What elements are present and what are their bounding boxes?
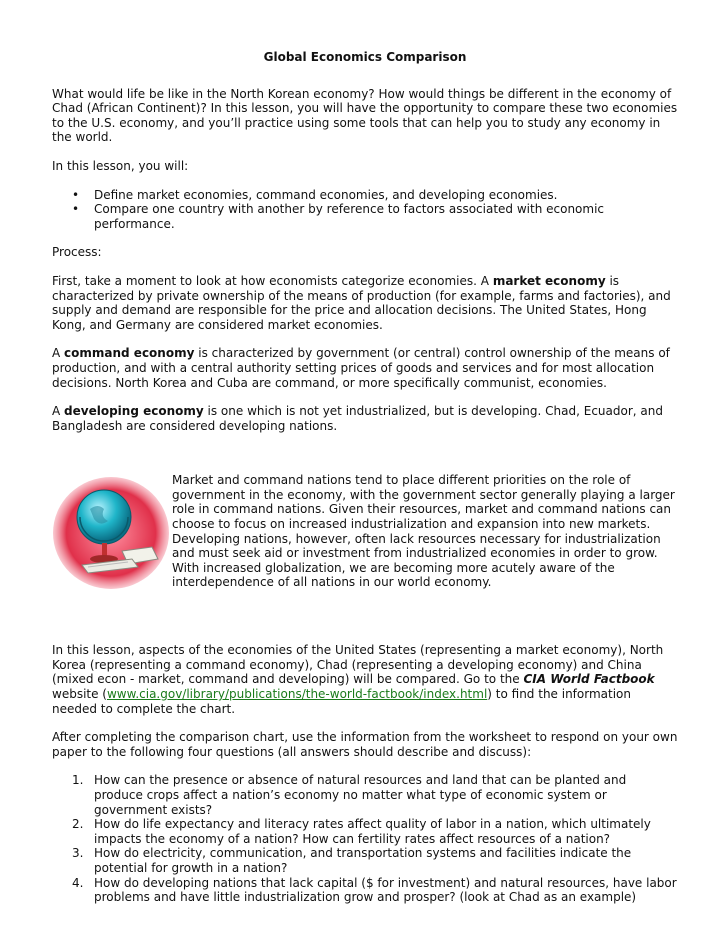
developing-post: is one which is not yet industrialized, but is developing. Chad, Ecuador, and Bangladesh are considered developing nations.: [52, 404, 663, 433]
market-economy-paragraph: [52, 274, 678, 332]
question-text: How do developing nations that lack capital ($ for investment) and natural resources, have labor problems and have little industrialization grow and prosper? (look at Chad as an example): [94, 875, 677, 905]
question-number: 4.: [72, 875, 84, 890]
objective-item: • Compare one country with another by reference to factors associated with economic performance.: [94, 202, 678, 231]
questions-list: [52, 773, 678, 904]
after-paragraph: After completing the comparison chart, use the information from the worksheet to respond on your own paper to the following four questions (all answers should describe and discuss):: [52, 730, 678, 759]
priorities-paragraph: Market and command nations tend to place different priorities on the role of government in the economy, with the government sector generally playing a larger role in command nations. Given their resources, market and command nations can choose to focus on increased industrialization and expansion into new markets. Developing nations, however, often lack resources necessary for industrialization and must seek aid or investment from industrialized economies in order to grow. With increased globalization, we are becoming more acutely aware of the interdependence of all nations in our world economy.: [172, 473, 675, 590]
globe-computer-icon: [52, 473, 170, 591]
document-page: [52, 44, 678, 905]
objectives-intro: In this lesson, you will:: [52, 158, 189, 173]
page-title: Global Economics Comparison: [263, 50, 467, 64]
developing-economy-term: developing economy: [64, 404, 204, 419]
developing-economy-paragraph: [52, 404, 678, 433]
question-text: How can the presence or absence of natural resources and land that can be planted and produce crops affect a nation’s economy no matter what type of economic system or government exists?: [94, 773, 627, 817]
command-economy-paragraph: [52, 346, 678, 390]
question-number: 3.: [72, 846, 84, 861]
process-label: Process:: [52, 245, 102, 260]
question-number: 1.: [72, 773, 84, 788]
objectives-list: [52, 188, 678, 232]
intro-paragraph: What would life be like in the North Korean economy? How would things be different in the economy of Chad (African Continent)? In this lesson, you will have the opportunity to compare these two economies to the U.S. economy, and you’ll practice using some tools that can help you to study any economy in the world.: [52, 86, 678, 145]
lesson-pre: In this lesson, aspects of the economies of the United States (representing a market economy), North Korea (representing a command economy), Chad (representing a developing economy) and China (mixed econ - market, command and developing) will be compared. Go to the: [52, 643, 664, 687]
question-item: [72, 817, 678, 846]
question-item: [72, 846, 678, 875]
command-economy-term: command economy: [64, 346, 195, 361]
lesson-post: ) to find the information needed to complete the chart.: [52, 687, 631, 716]
factbook-link[interactable]: www.cia.gov/library/publications/the-world-factbook/index.html: [106, 687, 488, 702]
market-economy-term: market economy: [492, 273, 606, 288]
question-text: How do life expectancy and literacy rates affect quality of labor in a nation, which ultimately impacts the economy of a nation? How can fertility rates affect resources of a nation?: [94, 817, 651, 846]
command-post: is characterized by government (or central) control ownership of the means of production, and with a central authority setting prices of goods and services and for most allocation decisions. North Korea and Cuba are command, or more specifically communist, economies.: [52, 346, 670, 390]
question-item: [72, 773, 678, 817]
factbook-title: CIA World Factbook: [523, 672, 655, 687]
developing-pre: A: [52, 404, 65, 419]
market-pre: First, take a moment to look at how economists categorize economies. A: [52, 273, 493, 288]
objective-item: • Define market economies, command economies, and developing economies.: [94, 188, 678, 203]
market-post: is characterized by private ownership of the means of production (for example, farms and factories), and supply and demand are responsible for the price and allocation decisions. The United States, Hong Kong, and Germany are considered market economies.: [52, 273, 671, 332]
question-item: [72, 875, 678, 905]
priorities-section: [52, 473, 678, 623]
question-number: 2.: [72, 817, 84, 832]
command-pre: A: [52, 346, 65, 361]
lesson-paragraph: [52, 643, 678, 716]
question-text: How do electricity, communication, and transportation systems and facilities indicate the potential for growth in a nation?: [94, 846, 632, 875]
lesson-mid: website (: [52, 687, 107, 702]
